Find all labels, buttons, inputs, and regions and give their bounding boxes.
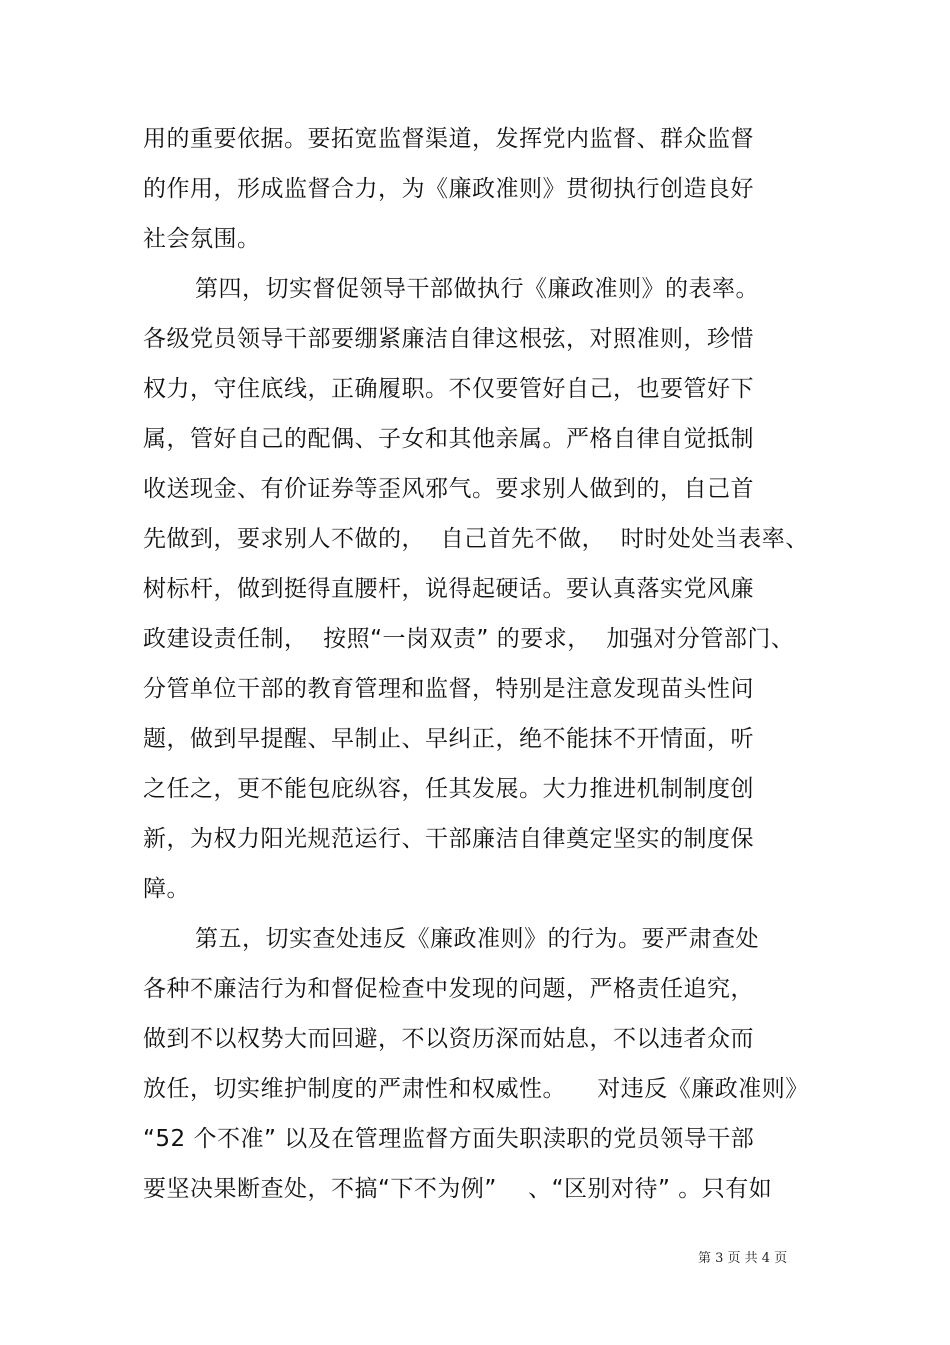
body-text-line: “52 个不准” 以及在管理监督方面失职渎职的党员领导干部 bbox=[143, 1126, 755, 1152]
body-text-line: 收送现金、有价证券等歪风邪气。要求别人做到的，自己首 bbox=[143, 476, 754, 502]
paragraph-heading-line: 第四，切实督促领导干部做执行《廉政准则》的表率。 bbox=[195, 276, 759, 302]
body-text-line: 之任之，更不能包庇纵容，任其发展。大力推进机制制度创 bbox=[143, 776, 754, 802]
body-text-line: 障。 bbox=[143, 876, 190, 902]
body-text-line: 属，管好自己的配偶、子女和其他亲属。严格自律自觉抵制 bbox=[143, 426, 754, 452]
body-text-line: 做到不以权势大而回避，不以资历深而姑息，不以违者众而 bbox=[143, 1026, 754, 1052]
body-text-line: 树标杆，做到挺得直腰杆，说得起硬话。要认真落实党风廉 bbox=[143, 576, 754, 602]
body-text-line: 的作用，形成监督合力，为《廉政准则》贯彻执行创造良好 bbox=[143, 176, 754, 202]
body-text-line: 政建设责任制， 按照“一岗双责” 的要求， 加强对分管部门、 bbox=[143, 626, 795, 652]
body-text-line: 权力，守住底线，正确履职。不仅要管好自己，也要管好下 bbox=[143, 376, 754, 402]
body-text-line: 新，为权力阳光规范运行、干部廉洁自律奠定坚实的制度保 bbox=[143, 826, 754, 852]
body-text-line: 用的重要依据。要拓宽监督渠道，发挥党内监督、群众监督 bbox=[143, 126, 754, 152]
body-text-line: 要坚决果断查处，不搞“下不为例” 、“区别对待” 。只有如 bbox=[143, 1176, 773, 1202]
body-text-line: 各种不廉洁行为和督促检查中发现的问题，严格责任追究， bbox=[143, 976, 754, 1002]
body-text-line: 先做到，要求别人不做的， 自己首先不做， 时时处处当表率、 bbox=[143, 526, 809, 552]
page-number-footer: 第 3 页 共 4 页 bbox=[698, 1251, 788, 1266]
body-text-line: 社会氛围。 bbox=[143, 226, 261, 252]
body-text-line: 各级党员领导干部要绷紧廉洁自律这根弦，对照准则，珍惜 bbox=[143, 326, 754, 352]
paragraph-heading-line: 第五，切实查处违反《廉政准则》的行为。要严肃查处 bbox=[195, 926, 759, 952]
body-text-line: 题，做到早提醒、早制止、早纠正，绝不能抹不开情面，听 bbox=[143, 726, 754, 752]
body-text-line: 放任，切实维护制度的严肃性和权威性。 对违反《廉政准则》 bbox=[143, 1076, 809, 1102]
body-text-line: 分管单位干部的教育管理和监督，特别是注意发现苗头性问 bbox=[143, 676, 754, 702]
